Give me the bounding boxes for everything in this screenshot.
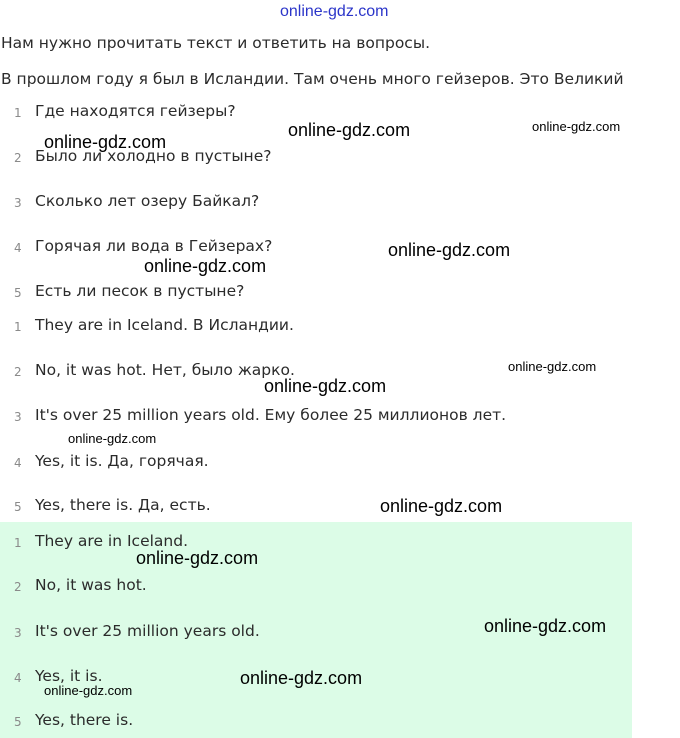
item-text: Yes, there is. Да, есть. [35, 496, 211, 514]
item-text: Есть ли песок в пустыне? [35, 282, 245, 300]
item-text: Было ли холодно в пустыне? [35, 147, 272, 165]
watermark: online-gdz.com [144, 256, 267, 276]
list-item [0, 237, 632, 261]
list-item [0, 452, 632, 476]
list-item [0, 316, 632, 340]
watermark: online-gdz.com [68, 431, 157, 446]
item-number: 4 [14, 456, 22, 470]
list-item [0, 711, 632, 735]
item-text: Сколько лет озеру Байкал? [35, 192, 260, 210]
list-item [0, 576, 632, 600]
item-text: It's over 25 million years old. Ему более 25 миллионов лет. [35, 406, 507, 424]
item-number: 4 [14, 241, 22, 255]
item-number: 3 [14, 196, 22, 210]
item-number: 3 [14, 626, 22, 640]
item-text: It's over 25 million years old. [35, 622, 260, 640]
watermark: online-gdz.com [44, 132, 167, 152]
intro-line-2: В прошлом году я был в Исландии. Там очень много гейзеров. Это Великий [1, 70, 624, 88]
list-item [0, 496, 632, 520]
intro-line-1: Нам нужно прочитать текст и ответить на вопросы. [1, 34, 430, 52]
watermark: online-gdz.com [532, 119, 621, 134]
item-text: No, it was hot. Нет, было жарко. [35, 361, 295, 379]
list-item [0, 532, 632, 556]
watermark: online-gdz.com [388, 240, 511, 260]
item-text: Yes, there is. [35, 711, 134, 729]
item-number: 2 [14, 151, 22, 165]
item-text: Yes, it is. [35, 667, 103, 685]
item-number: 5 [14, 500, 22, 514]
item-number: 3 [14, 410, 22, 424]
item-text: Yes, it is. Да, горячая. [35, 452, 209, 470]
item-number: 1 [14, 106, 22, 120]
site-logo[interactable]: online-gdz.com [280, 3, 389, 20]
item-text: They are in Iceland. [35, 532, 189, 550]
watermark: online-gdz.com [380, 496, 503, 516]
item-text: They are in Iceland. В Исландии. [35, 316, 294, 334]
item-number: 4 [14, 671, 22, 685]
item-number: 2 [14, 365, 22, 379]
item-number: 5 [14, 286, 22, 300]
item-number: 1 [14, 536, 22, 550]
list-item [0, 282, 632, 306]
item-number: 1 [14, 320, 22, 334]
list-item [0, 406, 632, 430]
watermark: online-gdz.com [136, 548, 259, 568]
item-number: 5 [14, 715, 22, 729]
watermark: online-gdz.com [484, 616, 607, 636]
item-text: No, it was hot. [35, 576, 147, 594]
list-item [0, 192, 632, 216]
watermark: online-gdz.com [264, 376, 387, 396]
watermark: online-gdz.com [44, 683, 133, 698]
watermark: online-gdz.com [288, 120, 411, 140]
watermark: online-gdz.com [240, 668, 363, 688]
item-text: Где находятся гейзеры? [35, 102, 236, 120]
item-text: Горячая ли вода в Гейзерах? [35, 237, 273, 255]
item-number: 2 [14, 580, 22, 594]
watermark: online-gdz.com [508, 359, 597, 374]
